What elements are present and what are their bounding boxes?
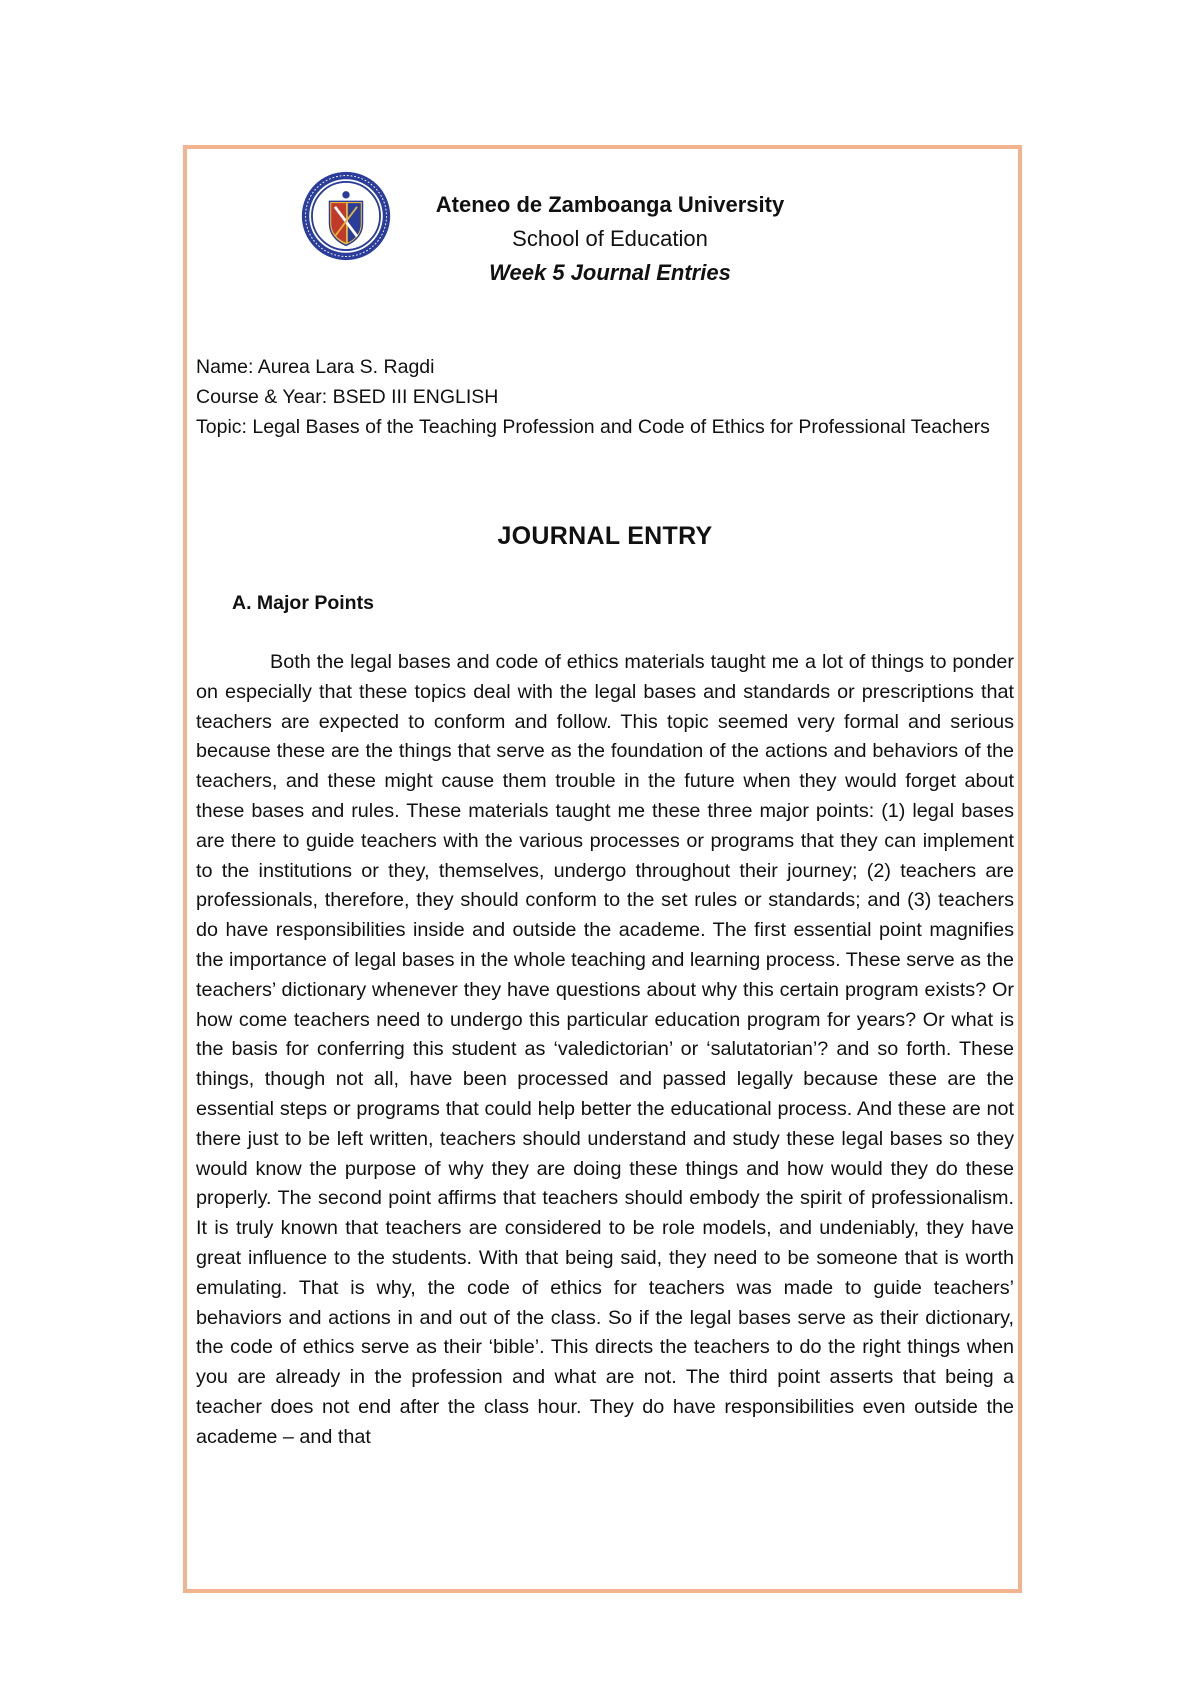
university-seal-icon <box>300 170 392 262</box>
journal-entry-title: JOURNAL ENTRY <box>497 522 713 550</box>
student-name: Name: Aurea Lara S. Ragdi <box>196 356 435 378</box>
topic: Topic: Legal Bases of the Teaching Profession and Code of Ethics for Professional Teachers <box>196 416 990 438</box>
journal-paragraph: Both the legal bases and code of ethics materials taught me a lot of things to ponder on especially that these topics deal with the legal bases and standards or prescriptions that teachers are expected to conform and follow. This topic seemed very formal and serious because these are the things that serve as the foundation of the actions and behaviors of the teachers, and these might cause them trouble in the future when they would forget about these bases and rules. These materials taught me these three major points: (1) legal bases are there to guide teachers with the various processes or programs that they can implement to the institutions or they, themselves, undergo throughout their journey; (2) teachers are professionals, therefore, they should conform to the set rules or standards; and (3) teachers do have responsibilities inside and outside the academe. The first essential point magnifies the importance of legal bases in the whole teaching and learning process. These serve as the teachers’ dictionary whenever they have questions about why this certain program exists? Or how come teachers need to undergo this particular education program for years? Or what is the basis for conferring this student as ‘valedictorian’ or ‘salutatorian’? and so forth. These things, though not all, have been processed and passed legally because these are the essential steps or programs that could help better the educational process. And these are not there just to be left written, teachers should understand and study these legal bases so they would know the purpose of why they are doing these things and how would they do these properly. The second point affirms that teachers should embody the spirit of professionalism. It is truly known that teachers are considered to be role models, and undeniably, they have great influence to the students. With that being said, they need to be someone that is worth emulating. That is why, the code of ethics for teachers was made to guide teachers’ behaviors and actions in and out of the class. So if the legal bases serve as their dictionary, the code of ethics serve as their ‘bible’. This directs the teachers to do the right things when you are already in the profession and what are not. The third point asserts that being a teacher does not end after the class hour. They do have responsibilities even outside the academe – and that <box>196 651 1014 1448</box>
week-title: Week 5 Journal Entries <box>489 260 731 285</box>
section-heading-major-points: A. Major Points <box>232 592 374 614</box>
student-info <box>196 352 1014 442</box>
university-name: Ateneo de Zamboanga University <box>435 192 785 217</box>
course-year: Course & Year: BSED III ENGLISH <box>196 386 499 408</box>
document-header <box>380 188 840 290</box>
school-name: School of Education <box>512 226 708 251</box>
